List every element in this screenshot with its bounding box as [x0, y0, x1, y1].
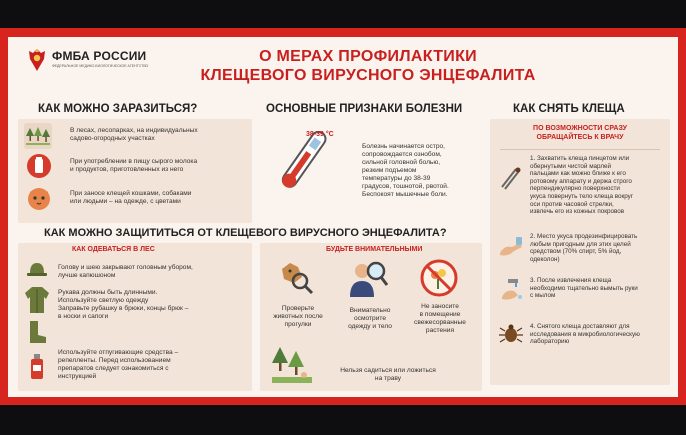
removal-step-line: необходимо тщательно вымыть руки — [530, 284, 638, 292]
careful-item-line: Не заносите — [421, 303, 459, 310]
fmba-logo — [26, 47, 166, 77]
symptoms-line: сопровождается ознобом, — [362, 151, 442, 158]
removal-step-3 — [530, 277, 672, 300]
symptoms-line: Болезнь начинается остро, — [362, 143, 445, 150]
removal-step-line: 4. Снятого клеща доставляют для — [530, 323, 630, 330]
removal-step-line: с мылом — [530, 292, 556, 300]
careful-item-line: растения — [425, 327, 455, 334]
careful-item-line: животных после — [273, 313, 323, 320]
dress-item-1 — [58, 264, 248, 280]
removal-step-line: перпендикулярно поверхности — [530, 185, 620, 193]
thermometer-icon — [266, 131, 340, 191]
symptoms-line: температуры до 38-39 — [362, 175, 431, 182]
milk-icon — [26, 153, 52, 179]
dress-item-2 — [58, 289, 248, 321]
infection-item-1-line2: садово-огородных участках — [70, 135, 155, 142]
protect-heading: КАК МОЖНО ЗАЩИТИТЬСЯ ОТ КЛЕЩЕВОГО ВИРУСНОГО ЭНЦЕФАЛИТА? — [44, 227, 447, 239]
removal-step-line: средством (70% спирт, 5% йод, — [530, 248, 622, 256]
repellent-spray-icon — [26, 351, 48, 381]
careful-item-line: Внимательно — [349, 307, 391, 314]
cat-icon — [26, 185, 52, 211]
careful-item-line: прогулки — [284, 321, 312, 328]
hat-icon — [26, 259, 48, 281]
symptoms-line: сильной головной болью, — [362, 159, 441, 166]
infection-item-3-line1: При заносе клещей кошками, собаками — [70, 190, 192, 197]
dress-heading: КАК ОДЕВАТЬСЯ В ЛЕС — [72, 246, 155, 253]
careful-item-3 — [406, 303, 474, 335]
infection-item-1-line1: В лесах, лесопарках, на индивидуальных — [70, 127, 198, 134]
dress-item-line: инструкцией — [58, 373, 97, 380]
removal-step-line: пальцами как можно ближе к его — [530, 170, 626, 178]
infection-item-1 — [70, 127, 250, 143]
removal-step-line: ротовому аппарату и держа строго — [530, 177, 632, 185]
dress-item-line: Заправьте рубашку в брюки, концы брюк – — [58, 305, 189, 312]
removal-step-line: 1. Захватить клеща пинцетом или — [530, 155, 630, 162]
careful-item-line: Проверьте — [281, 305, 315, 312]
dress-item-3 — [58, 349, 248, 381]
removal-step-line: одеколон) — [530, 255, 560, 263]
removal-step-line: любым пригодным для этих целей — [530, 240, 631, 248]
dress-item-line: лучше капюшоном — [58, 272, 116, 279]
dress-item-line: репелленты. Перед использованием — [58, 357, 171, 364]
removal-subheading-line1: ПО ВОЗМОЖНОСТИ СРАЗУ — [533, 125, 627, 132]
careful-item-line: осмотрите — [353, 315, 386, 322]
symptoms-line: градусов, тошнотой, рвотой. — [362, 183, 449, 190]
title-line2: КЛЕЩЕВОГО ВИРУСНОГО ЭНЦЕФАЛИТА — [200, 67, 536, 84]
poster — [8, 37, 678, 397]
removal-step-1 — [530, 155, 672, 216]
hand-washing-icon — [498, 277, 526, 303]
removal-step-line: исследования в микробиологическую — [530, 330, 640, 338]
dog-magnifier-icon — [276, 259, 316, 297]
careful-item-line: свежесорванные — [414, 319, 466, 326]
careful-bottom — [318, 367, 458, 383]
careful-bottom-line2: на траву — [374, 375, 402, 382]
symptoms-line: Беспокоят мышечные боли. — [362, 191, 448, 198]
careful-item-1 — [264, 305, 332, 329]
dress-item-line: Рукава должны быть длинными. — [58, 289, 158, 296]
removal-step-line: извлечь его из кожных покровов — [530, 208, 625, 216]
removal-step-line: 3. После извлечения клеща — [530, 277, 612, 284]
careful-item-line: одежду и тело — [348, 323, 392, 330]
removal-step-line: оси против часовой стрелки, — [530, 200, 614, 208]
careful-bottom-line1: Нельзя садиться или ложиться — [340, 367, 436, 374]
removal-step-line: обернутыми чистой марлей — [530, 162, 612, 170]
tweezers-icon — [498, 165, 524, 191]
removal-subheading — [490, 125, 670, 142]
dress-item-line: Используйте отпугивающие средства – — [58, 349, 179, 356]
trees-icon — [24, 123, 52, 149]
removal-step-line: лабораторию — [530, 338, 570, 346]
tick-icon — [498, 321, 524, 347]
eagle-emblem-icon — [26, 47, 48, 73]
careful-item-2 — [336, 307, 404, 331]
removal-step-line: укуса повернуть тело клеща вокруг — [530, 192, 634, 200]
symptoms-text — [362, 143, 482, 199]
dress-item-line: Используйте светлую одежду — [58, 297, 149, 304]
removal-subheading-line2: ОБРАЩАЙТЕСЬ К ВРАЧУ — [536, 133, 624, 141]
removal-step-line: 2. Место укуса продезинфицировать — [530, 233, 638, 240]
infection-item-3 — [70, 190, 250, 206]
symptoms-line: резким подъемом — [362, 167, 417, 174]
removal-heading: КАК СНЯТЬ КЛЕЩА — [513, 103, 625, 115]
jacket-icon — [24, 285, 50, 315]
divider — [500, 149, 660, 150]
disinfect-icon — [498, 235, 526, 259]
infection-heading: КАК МОЖНО ЗАРАЗИТЬСЯ? — [38, 103, 198, 115]
dress-item-line: препаратов следует ознакомиться с — [58, 365, 169, 372]
title-line1: О МЕРАХ ПРОФИЛАКТИКИ — [259, 48, 477, 65]
infection-item-3-line2: или людьми – на одежде, с цветами — [70, 198, 181, 205]
temperature-label: 38-39 °С — [306, 131, 334, 138]
infection-item-2-line2: и продуктов, приготовленных из него — [70, 166, 184, 173]
page-title — [158, 47, 578, 85]
removal-step-2 — [530, 233, 672, 263]
infection-item-2 — [70, 158, 250, 174]
removal-step-4 — [530, 323, 672, 346]
org-subtitle: ФЕДЕРАЛЬНОЕ МЕДИКО-БИОЛОГИЧЕСКОЕ АГЕНТСТВО — [52, 64, 149, 68]
careful-item-line: в помещение — [419, 311, 461, 318]
careful-heading: БУДЬТЕ ВНИМАТЕЛЬНЫМИ — [326, 246, 423, 253]
symptoms-heading: ОСНОВНЫЕ ПРИЗНАКИ БОЛЕЗНИ — [266, 103, 463, 115]
dress-item-line: в носки и сапоги — [58, 313, 109, 320]
person-magnifier-icon — [348, 259, 388, 299]
no-flowers-icon — [420, 259, 458, 297]
org-name: ФМБА РОССИИ — [52, 49, 147, 63]
forest-picnic-icon — [270, 343, 314, 387]
dress-item-line: Голову и шею закрывают головным убором, — [58, 264, 193, 271]
boots-icon — [26, 319, 48, 345]
infection-item-2-line1: При употреблении в пищу сырого молока — [70, 158, 198, 165]
